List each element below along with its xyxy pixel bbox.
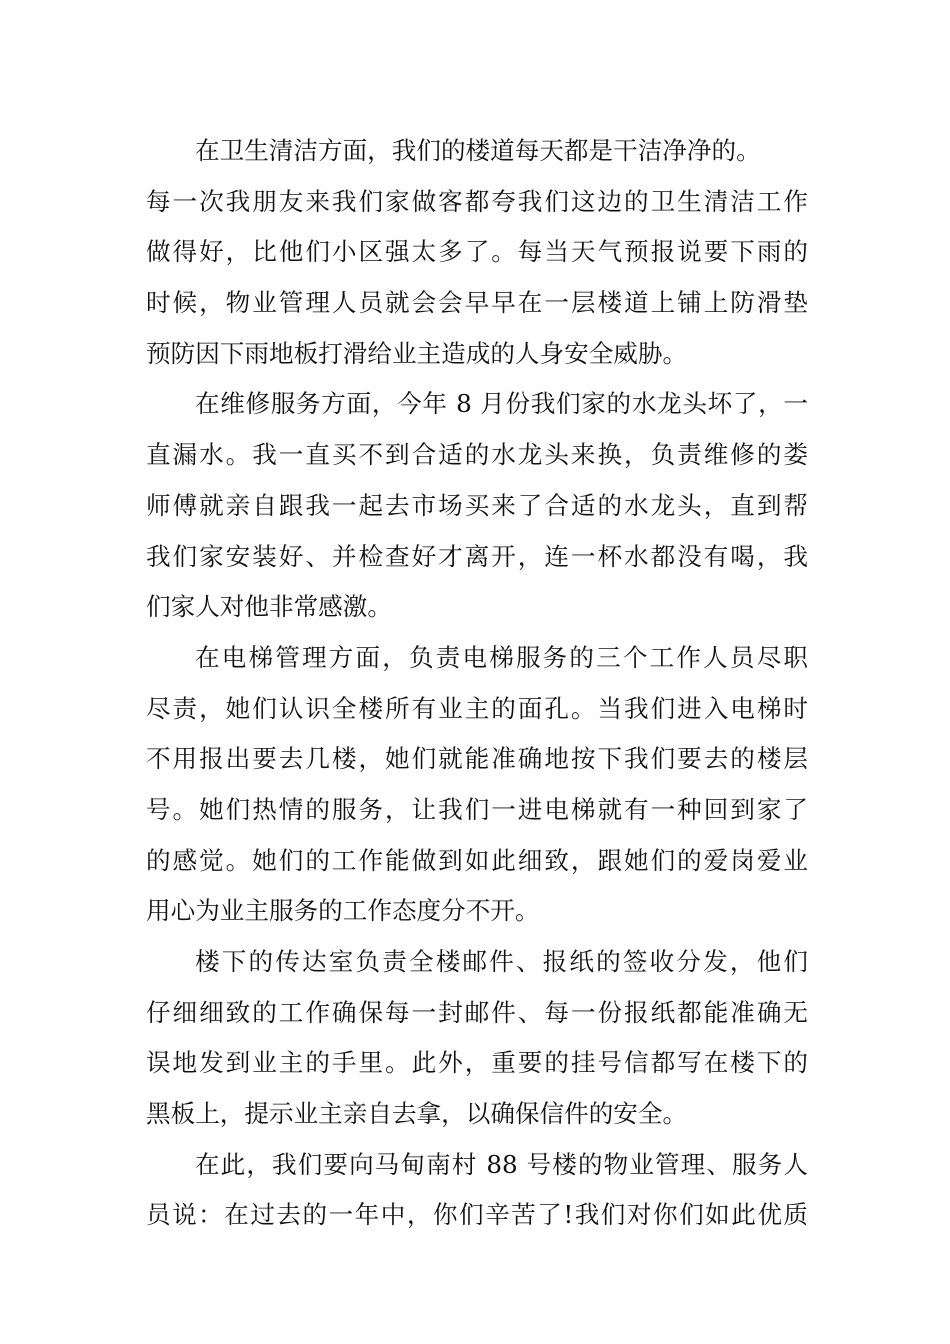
paragraph-2-line-2: 直漏水。我一直买不到合适的水龙头来换，负责维修的娄 xyxy=(146,440,808,470)
paragraph-3-line-6: 用心为业主服务的工作态度分不开。 xyxy=(146,896,540,926)
paragraph-2-line-3: 师傅就亲自跟我一起去市场买来了合适的水龙头，直到帮 xyxy=(146,490,808,520)
paragraph-2-line-1: 在维修服务方面，今年 8 月份我们家的水龙头坏了，一 xyxy=(195,389,808,419)
paragraph-1-line-3: 做得好，比他们小区强太多了。每当天气预报说要下雨的 xyxy=(146,237,808,267)
paragraph-3-line-3: 不用报出要去几楼，她们就能准确地按下我们要去的楼层 xyxy=(146,744,808,774)
paragraph-3-line-4: 号。她们热情的服务，让我们一进电梯就有一种回到家了 xyxy=(146,794,808,824)
paragraph-3-line-1: 在电梯管理方面，负责电梯服务的三个工作人员尽职 xyxy=(195,642,808,672)
paragraph-4-line-2: 仔细细致的工作确保每一封邮件、每一份报纸都能准确无 xyxy=(146,997,808,1027)
paragraph-3-line-5: 的感觉。她们的工作能做到如此细致，跟她们的爱岗爱业 xyxy=(146,845,808,875)
document-body xyxy=(146,126,808,1241)
paragraph-3-line-2: 尽责，她们认识全楼所有业主的面孔。当我们进入电梯时 xyxy=(146,693,808,723)
paragraph-1-line-2: 每一次我朋友来我们家做客都夸我们这边的卫生清洁工作 xyxy=(146,186,808,216)
paragraph-4-line-4: 黑板上，提示业主亲自去拿，以确保信件的安全。 xyxy=(146,1099,688,1129)
paragraph-2-line-4: 我们家安装好、并检查好才离开，连一杯水都没有喝，我 xyxy=(146,541,808,571)
paragraph-5-line-1: 在此，我们要向马甸南村 88 号楼的物业管理、服务人 xyxy=(195,1149,808,1179)
paragraph-1-line-5: 预防因下雨地板打滑给业主造成的人身安全威胁。 xyxy=(146,338,688,368)
paragraph-4-line-1: 楼下的传达室负责全楼邮件、报纸的签收分发，他们 xyxy=(195,947,808,976)
paragraph-2-line-5: 们家人对他非常感激。 xyxy=(146,592,392,622)
paragraph-4-line-3: 误地发到业主的手里。此外，重要的挂号信都写在楼下的 xyxy=(146,1048,808,1078)
paragraph-1-line-4: 时候，物业管理人员就会会早早在一层楼道上铺上防滑垫 xyxy=(146,288,808,318)
paragraph-1-line-1: 在卫生清洁方面，我们的楼道每天都是干洁净净的。 xyxy=(195,136,761,165)
paragraph-5-line-2: 员说：在过去的一年中，你们辛苦了!我们对你们如此优质 xyxy=(146,1200,808,1230)
